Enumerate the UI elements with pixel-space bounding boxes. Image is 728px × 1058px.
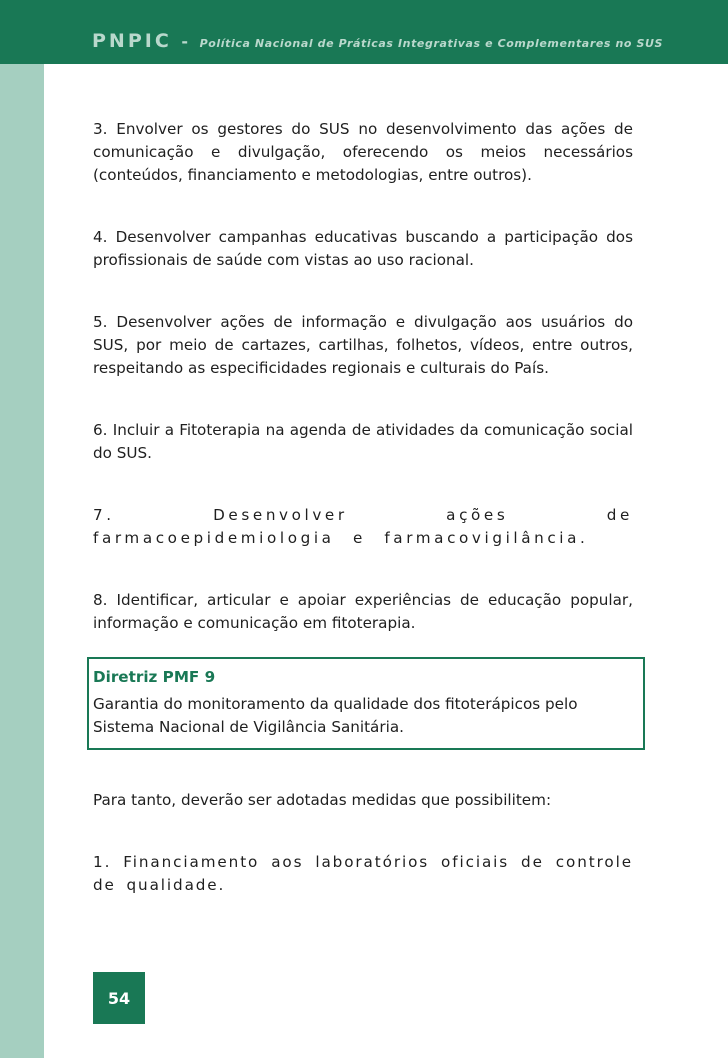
paragraph-item-6: 6. Incluir a Fitoterapia na agenda de atividades da comunicação social do SUS. bbox=[93, 421, 633, 462]
intro-paragraph: Para tanto, deverão ser adotadas medidas que possibilitem: bbox=[93, 791, 552, 809]
main-content bbox=[93, 118, 633, 897]
paragraph-item-5: 5. Desenvolver ações de informação e divulgação aos usuários do SUS, por meio de cartazes, cartilhas, folhetos, vídeos, entre outros, respeitando as especificidades regionais e culturais do País. bbox=[93, 313, 633, 377]
header-text bbox=[92, 30, 663, 52]
diretriz-text: Garantia do monitoramento da qualidade dos fitoterápicos pelo Sistema Nacional de Vigilância Sanitária. bbox=[93, 695, 578, 736]
page-number: 54 bbox=[93, 972, 145, 1024]
measure-item-1: 1. Financiamento aos laboratórios oficiais de controle de qualidade. bbox=[93, 853, 633, 894]
header-title: Política Nacional de Práticas Integrativas e Complementares no SUS bbox=[199, 37, 664, 50]
paragraph-item-4: 4. Desenvolver campanhas educativas buscando a participação dos profissionais de saúde com vistas ao uso racional. bbox=[93, 228, 633, 269]
diretriz-title: Diretriz PMF 9 bbox=[93, 668, 216, 686]
side-bar bbox=[0, 0, 44, 1058]
paragraph-item-8: 8. Identificar, articular e apoiar experiências de educação popular, informação e comunicação em fitoterapia. bbox=[93, 591, 633, 632]
paragraph-item-7: 7. Desenvolver ações de farmacoepidemiologia e farmacovigilância. bbox=[93, 506, 633, 547]
header-acronym: PNPIC bbox=[92, 30, 172, 52]
diretriz-box bbox=[87, 657, 645, 750]
paragraph-item-3: 3. Envolver os gestores do SUS no desenvolvimento das ações de comunicação e divulgação, oferecendo os meios necessários (conteúdos, financiamento e metodologias, entre outros). bbox=[93, 120, 633, 184]
header-separator: - bbox=[181, 32, 188, 51]
page-header bbox=[0, 0, 728, 64]
